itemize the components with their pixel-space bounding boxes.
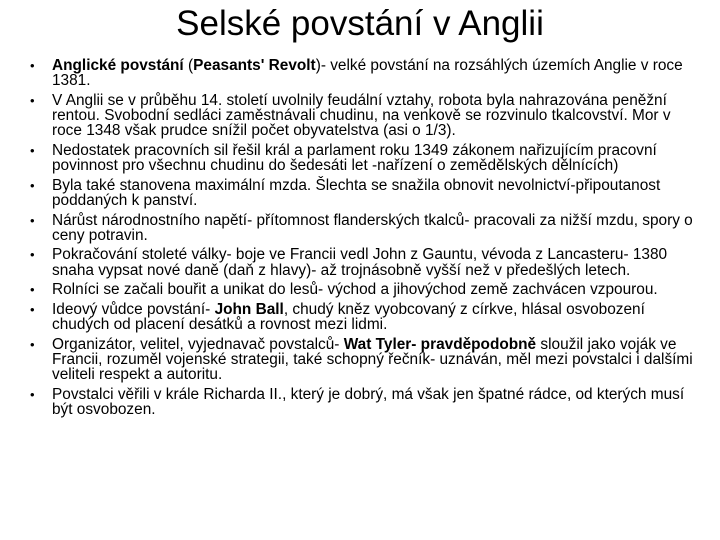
bullet-item (30, 213, 694, 243)
bullet-dot-icon: • (30, 386, 35, 402)
bullet-item (30, 247, 694, 277)
bullet-dot-icon: • (30, 92, 35, 108)
bullet-text (52, 336, 693, 383)
text-run: Nedostatek pracovních sil řešil král a parlament roku 1349 zákonem nařizujícím pracovní povinnost pro všechnu chudinu do šedesáti let -nařízení o zemědělských dělnících) (52, 141, 657, 174)
bold-text: Peasants' Revolt (193, 57, 316, 74)
bullet-text (52, 281, 658, 298)
bullet-list (30, 58, 694, 422)
bullet-item (30, 337, 694, 382)
bullet-text (52, 177, 660, 209)
bullet-item (30, 93, 694, 138)
text-run: Nárůst národnostního napětí- přítomnost flanderských tkalců- pracovali za nižší mzdu, spory o ceny potravin. (52, 211, 693, 244)
bullet-item (30, 282, 694, 297)
bullet-dot-icon: • (30, 282, 35, 298)
text-run: Pokračování stoleté války- boje ve Francii vedl John z Gauntu, vévoda z Lancasteru- 1380 snaha vypsat nové daně (daň z hlavy)- až trojnásobně vyšší než v předešlých letech. (52, 246, 668, 279)
bullet-dot-icon: • (30, 58, 35, 73)
bullet-item (30, 143, 694, 173)
text-run: Rolníci se začali bouřit a unikat do lesů- východ a jihovýchod země zachvácen vzpourou. (52, 281, 658, 299)
bullet-text (52, 212, 693, 244)
bullet-dot-icon: • (30, 302, 35, 318)
bold-text: Wat Tyler- pravděpodobně (343, 336, 537, 353)
slide-title: Selské povstání v Anglii (176, 4, 544, 43)
text-run: Organizátor, velitel, vyjednavač povstalců- (52, 336, 344, 353)
bullet-dot-icon: • (30, 177, 35, 193)
text-run: Povstalci věřili v krále Richarda II., který je dobrý, má však jen špatné rádce, od kterých musí být osvobozen. (52, 385, 685, 419)
text-run: sloužil jako voják ve Francii, rozuměl vojenské strategii, také schopný řečník- uznáván, měl mezi povstalci i dalšími veliteli respekt a autoritu. (52, 336, 693, 384)
bullet-dot-icon: • (30, 247, 35, 263)
text-run: , chudý kněz vyobcovaný z církve, hlásal osvobození chudých od placení desátků a rovnost mezi lidmi. (52, 301, 645, 334)
bullet-text (52, 246, 667, 278)
bullet-text (52, 142, 657, 174)
text-run: ( (187, 57, 194, 74)
bold-text: Anglické povstání (52, 57, 188, 74)
bullet-item (30, 58, 694, 88)
bullet-item (30, 387, 694, 417)
text-run: )- velké povstání na rozsáhlých územích Anglie v roce 1381. (52, 57, 683, 90)
bullet-dot-icon: • (30, 337, 35, 352)
bullet-item (30, 178, 694, 208)
bold-text: John Ball (214, 301, 284, 319)
bullet-text (52, 386, 684, 418)
text-run: V Anglii se v průběhu 14. století uvolnily feudální vztahy, robota byla nahrazována peněžní rentou. Svobodní sedláci zaměstnávali chudinu, na venkově se rozvinulo tkalcovství. Mor v roce 1348 však prudce snížil počet obyvatelstva (asi o 1/3). (52, 91, 671, 140)
bullet-text (52, 92, 671, 139)
text-run: Ideový vůdce povstání- (52, 301, 215, 319)
bullet-text (52, 57, 683, 89)
bullet-item (30, 302, 694, 332)
bullet-dot-icon: • (30, 142, 35, 158)
bullet-text (52, 301, 645, 333)
text-run: Byla také stanovena maximální mzda. Šlechta se snažila obnovit nevolnictví-připoutanost poddaných k panství. (52, 176, 661, 209)
bullet-dot-icon: • (30, 212, 35, 228)
